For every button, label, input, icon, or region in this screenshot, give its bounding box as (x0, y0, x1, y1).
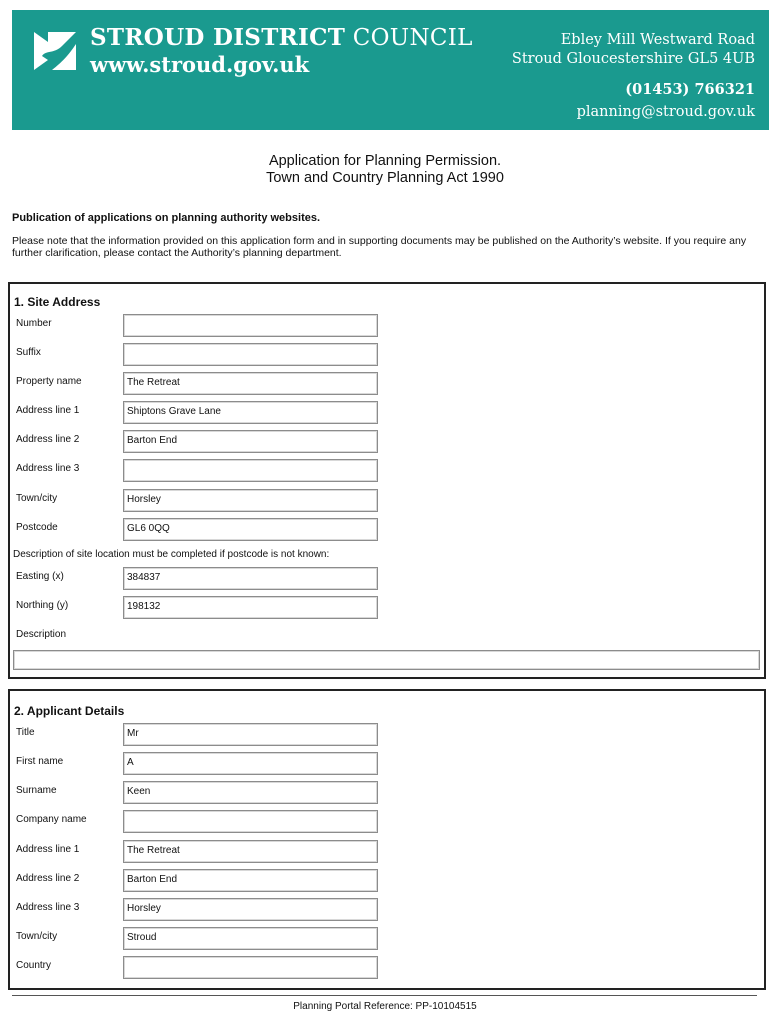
address-line-1: Ebley Mill Westward Road (560, 32, 755, 48)
field-label: Northing (y) (16, 600, 69, 611)
field-label: Town/city (16, 931, 58, 942)
country-input[interactable] (123, 956, 378, 979)
applicant-address-line2-input[interactable]: Barton End (123, 869, 378, 892)
header-banner (12, 10, 769, 130)
field-label: Address line 2 (16, 873, 80, 884)
field-label: Title (16, 727, 35, 738)
field-label: Address line 2 (16, 434, 80, 445)
address-line-2: Stroud Gloucestershire GL5 4UB (511, 51, 755, 67)
field-label: Surname (16, 785, 57, 796)
applicant-town-input[interactable]: Stroud (123, 927, 378, 950)
field-label: Country (16, 960, 52, 971)
field-label: Company name (16, 814, 87, 825)
company-name-input[interactable] (123, 810, 378, 833)
applicant-section (8, 689, 766, 990)
suffix-input[interactable] (123, 343, 378, 366)
field-label: Address line 3 (16, 902, 80, 913)
field-label: Town/city (16, 493, 58, 504)
phone-number: (01453) 766321 (625, 81, 755, 98)
publication-note: Please note that the information provided on this application form and in supporting documents may be published on the Authority’s website. If you require any further clarification, please contact the Authority’s planning department. (12, 235, 747, 259)
easting-input[interactable]: 384837 (123, 567, 378, 590)
title-input[interactable]: Mr (123, 723, 378, 746)
site-address-section (8, 282, 766, 679)
council-website: www.stroud.gov.uk (90, 52, 310, 77)
council-logo-icon (32, 30, 77, 72)
field-label: Postcode (16, 522, 58, 533)
publication-heading: Publication of applications on planning authority websites. (12, 212, 321, 224)
property-name-input[interactable]: The Retreat (123, 372, 378, 395)
number-input[interactable] (123, 314, 378, 337)
site-address-line2-input[interactable]: Barton End (123, 430, 378, 453)
field-label: Description (16, 629, 67, 640)
applicant-address-line3-input[interactable]: Horsley (123, 898, 378, 921)
first-name-input[interactable]: A (123, 752, 378, 775)
field-label: Easting (x) (16, 571, 64, 582)
field-label: Suffix (16, 347, 41, 358)
form-subtitle: Town and Country Planning Act 1990 (266, 170, 504, 186)
surname-input[interactable]: Keen (123, 781, 378, 804)
description-input[interactable] (13, 650, 760, 670)
field-label: Property name (16, 376, 82, 387)
site-address-line1-input[interactable]: Shiptons Grave Lane (123, 401, 378, 424)
email-address: planning@stroud.gov.uk (576, 104, 755, 120)
northing-input[interactable]: 198132 (123, 596, 378, 619)
applicant-heading: 2. Applicant Details (14, 704, 125, 718)
footer-divider (12, 995, 757, 996)
field-label: Address line 1 (16, 844, 80, 855)
site-town-input[interactable]: Horsley (123, 489, 378, 512)
applicant-address-line1-input[interactable]: The Retreat (123, 840, 378, 863)
location-note: Description of site location must be completed if postcode is not known: (13, 549, 330, 560)
field-label: Address line 3 (16, 463, 80, 474)
council-name: STROUD DISTRICT COUNCIL (90, 24, 473, 51)
site-address-line3-input[interactable] (123, 459, 378, 482)
field-label: Address line 1 (16, 405, 80, 416)
site-address-heading: 1. Site Address (14, 295, 101, 309)
field-label: First name (16, 756, 64, 767)
form-title: Application for Planning Permission. (268, 153, 502, 169)
postcode-input[interactable]: GL6 0QQ (123, 518, 378, 541)
field-label: Number (16, 318, 52, 329)
portal-reference: Planning Portal Reference: PP-10104515 (293, 1001, 477, 1012)
